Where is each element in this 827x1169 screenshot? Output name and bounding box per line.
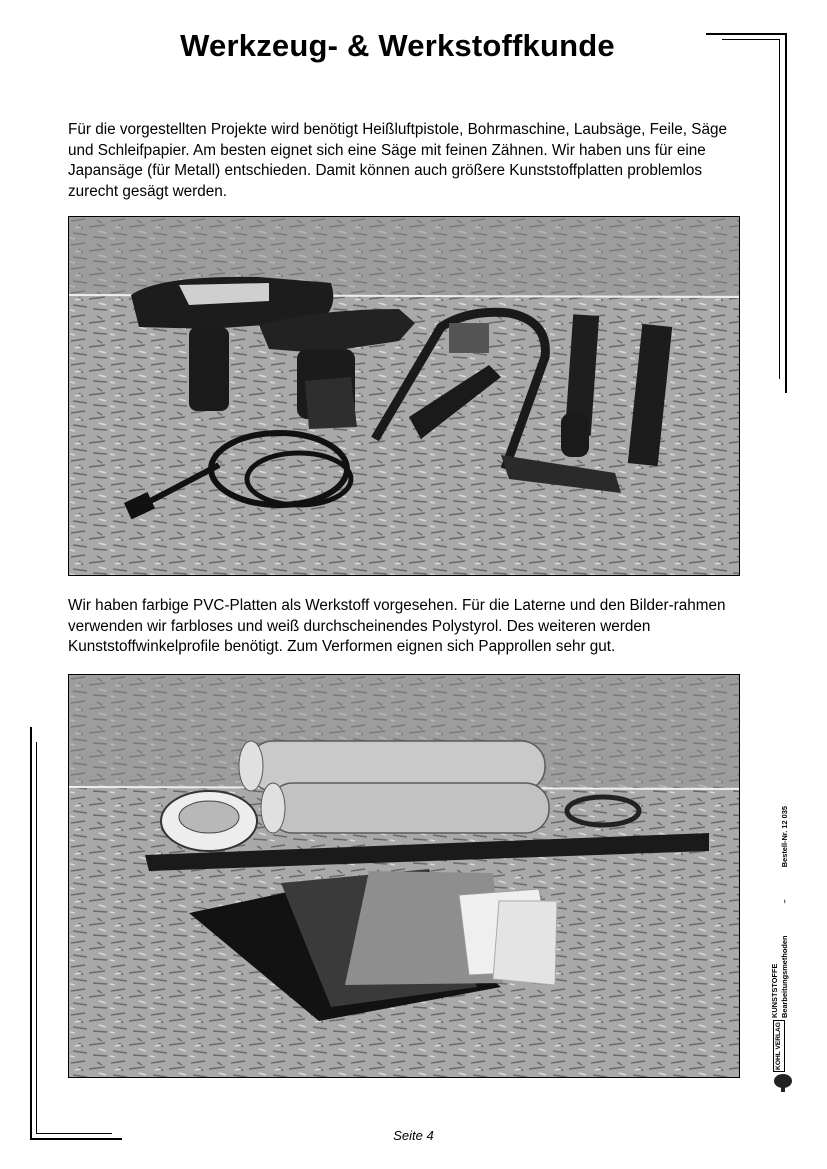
sidebar-order-number: Bestell-Nr. 12 035 (780, 806, 789, 868)
page-title: Werkzeug- & Werkstoffkunde (180, 28, 615, 63)
frame-left-line-inner (36, 742, 37, 1134)
frame-right-line (785, 33, 787, 393)
sidebar-subtitle: Bearbeitungsmethoden (780, 935, 789, 1018)
sidebar-row (780, 806, 790, 1018)
frame-right-line-inner (779, 39, 780, 379)
material-paragraph: Wir haben farbige PVC-Platten als Werkstoff vorgesehen. Für die Laterne und den Bilder-rahmen verwenden wir farbloses und weiß durchscheinendes Polystyrol. Des weiteren werden Kunststoffwinkelprofile benötigt. Zum Verformen eignen sich Papprollen sehr gut. (68, 597, 726, 655)
sidebar-series-info (770, 806, 810, 1018)
frame-left-line (30, 727, 32, 1139)
sidebar-separator: – (780, 899, 789, 904)
materials-photo-image (69, 675, 739, 1077)
sidebar-series: KUNSTSTOFFE (770, 963, 779, 1018)
page-number: Seite 4 (393, 1128, 434, 1143)
intro-paragraph: Für die vorgestellten Projekte wird benötigt Heißluftpistole, Bohrmaschine, Laubsäge, Feile, Säge und Schleifpapier. Am besten eignet sich eine Säge mit feinen Zähnen. Wir haben uns für eine Japansäge (für Metall) entschieden. Damit können auch größere Kunststoffplatten problemlos zurecht gesägt werden. (68, 121, 727, 200)
tree-logo-icon (769, 1072, 799, 1094)
publisher-logo (769, 1022, 799, 1092)
materials-photo (68, 674, 740, 1078)
sidebar-text (770, 806, 810, 1018)
tools-photo-image (69, 217, 739, 575)
publisher-name: KOHL VERLAG (773, 1020, 785, 1072)
tools-photo (68, 216, 740, 576)
